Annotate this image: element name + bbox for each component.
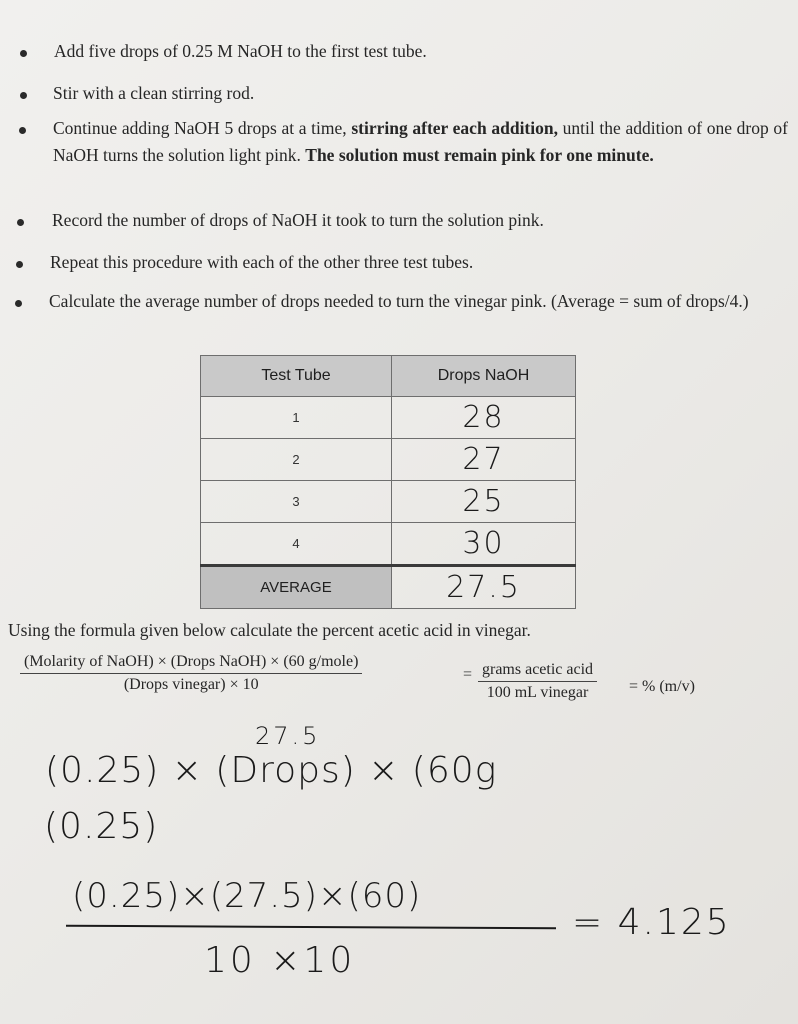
average-value: 27.5 — [392, 565, 576, 608]
formula-left-denominator: (Drops vinegar) × 10 — [123, 676, 259, 693]
tube-number: 3 — [201, 480, 392, 522]
bullet-icon — [19, 127, 26, 134]
table-row — [201, 480, 576, 522]
instruction-text: Calculate the average number of drops needed to turn the vinegar pink. (Average = sum of drops/4.) — [49, 291, 749, 311]
formula-result-unit: = % (m/v) — [629, 678, 695, 695]
average-label: AVERAGE — [201, 565, 392, 608]
tube-number: 4 — [201, 522, 392, 565]
handwritten-annotation: 27.5 — [255, 722, 321, 750]
instruction-text: Repeat this procedure with each of the other three test tubes. — [50, 252, 474, 272]
drops-value: 25 — [392, 480, 576, 522]
average-row — [201, 565, 576, 608]
bullet-icon — [17, 219, 24, 226]
formula-right-numerator: grams acetic acid — [478, 661, 597, 682]
formula-right-denominator: 100 mL vinegar — [486, 684, 589, 701]
handwritten-line-2: (0.25) — [44, 806, 159, 847]
handwritten-line-1: (0.25) × (Drops) × (60g — [45, 750, 498, 791]
bullet-icon — [20, 92, 27, 99]
handwritten-answer: = 4.125 — [572, 902, 731, 943]
formula-equals: = — [463, 666, 473, 683]
instruction-text: Record the number of drops of NaOH it took to turn the solution pink. — [52, 210, 544, 230]
formula-left-fraction — [20, 653, 362, 694]
instruction-text: Add five drops of 0.25 M NaOH to the first test tube. — [54, 41, 427, 61]
handwritten-denominator: 10 ×10 — [204, 940, 356, 981]
drops-value: 28 — [392, 397, 576, 439]
handwritten-numerator: (0.25)×(27.5)×(60) — [72, 876, 422, 916]
table-row — [201, 397, 576, 439]
bullet-icon — [15, 300, 22, 307]
bullet-icon — [16, 261, 23, 268]
formula-intro: Using the formula given below calculate the percent acetic acid in vinegar. — [8, 620, 531, 640]
handwritten-fraction-bar — [66, 925, 556, 930]
bullet-icon — [20, 50, 27, 57]
table-header-row — [201, 356, 576, 397]
tube-number: 2 — [201, 438, 392, 480]
header-test-tube: Test Tube — [201, 356, 392, 397]
instruction-text: Stir with a clean stirring rod. — [53, 83, 255, 103]
drops-value: 30 — [392, 522, 576, 565]
header-drops-naoh: Drops NaOH — [392, 356, 576, 397]
formula-right-fraction — [478, 661, 597, 702]
table-row — [201, 438, 576, 480]
instruction-text: Continue adding NaOH 5 drops at a time, stirring after each addition, until the addition of one drop of NaOH turns the solution light pink. The solution must remain pink for one minute. — [53, 118, 788, 165]
formula-left-numerator: (Molarity of NaOH) × (Drops NaOH) × (60 g/mole) — [20, 653, 362, 674]
drops-table — [200, 355, 576, 609]
table-row — [201, 522, 576, 565]
tube-number: 1 — [201, 397, 392, 439]
drops-value: 27 — [392, 438, 576, 480]
